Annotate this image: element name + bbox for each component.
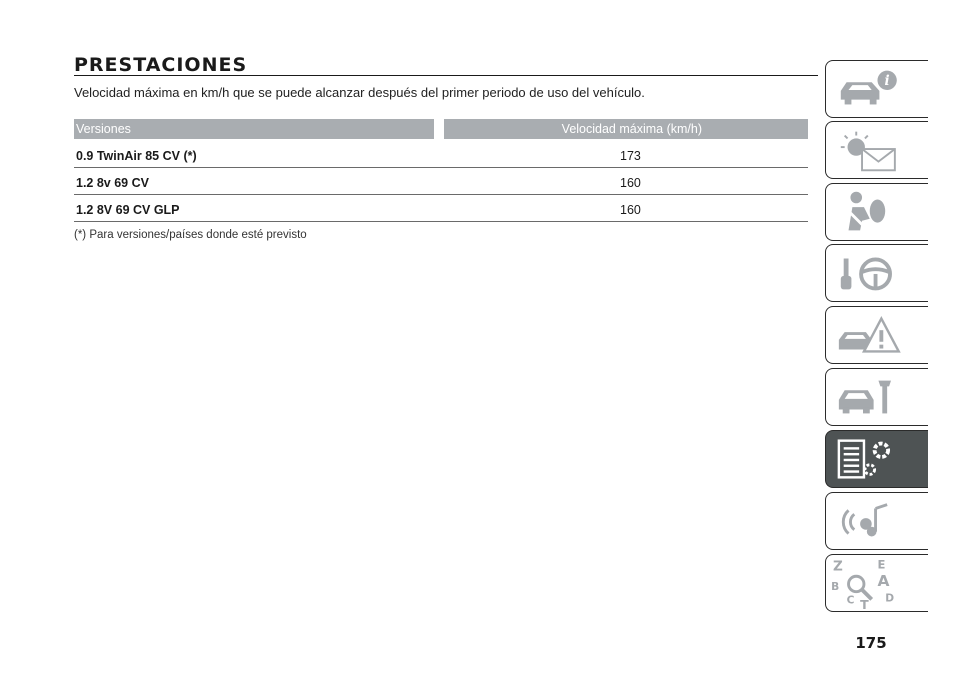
speed-cell: 160 — [620, 176, 641, 190]
car-info-icon — [826, 61, 928, 117]
chapter-tab-maintenance[interactable] — [825, 368, 928, 426]
alphabetical-index-icon — [826, 555, 928, 611]
chapter-tab-car-info[interactable] — [825, 60, 928, 118]
index-letter: T — [860, 597, 869, 611]
index-letter: A — [877, 571, 890, 590]
chapter-tab-index[interactable] — [825, 554, 928, 612]
speed-cell: 160 — [620, 203, 641, 217]
warning-lights-message-icon — [826, 122, 928, 178]
chapter-tab-emergency[interactable] — [825, 306, 928, 364]
speed-cell: 173 — [620, 149, 641, 163]
chapter-tab-safety[interactable] — [825, 183, 928, 241]
technical-data-icon — [826, 431, 928, 487]
table-header-versions: Versiones — [74, 119, 434, 139]
multimedia-icon — [826, 493, 928, 549]
car-tools-icon — [826, 369, 928, 425]
index-letter: D — [885, 591, 895, 605]
version-cell: 1.2 8V 69 CV GLP — [76, 203, 180, 217]
table-header-max-speed: Velocidad máxima (km/h) — [444, 119, 808, 139]
safety-airbag-icon — [826, 184, 928, 240]
emergency-car-icon — [826, 307, 928, 363]
chapter-tab-multimedia[interactable] — [825, 492, 928, 550]
index-letter: E — [877, 557, 886, 572]
index-letter: C — [846, 593, 855, 607]
version-cell: 0.9 TwinAir 85 CV (*) — [76, 149, 197, 163]
chapter-tab-technical-data[interactable] — [825, 430, 928, 488]
chapter-tab-starting-driving[interactable] — [825, 244, 928, 302]
table-row — [74, 168, 808, 195]
chapter-tab-warning-lights[interactable] — [825, 121, 928, 179]
page-title: PRESTACIONES — [74, 54, 248, 76]
index-letter: B — [831, 579, 840, 593]
table-footnote: (*) Para versiones/países donde esté previsto — [74, 229, 307, 241]
intro-text: Velocidad máxima en km/h que se puede alcanzar después del primer periodo de uso del vehículo. — [74, 85, 645, 100]
table-row — [74, 195, 808, 222]
svg-text:i: i — [884, 73, 890, 90]
table-row — [74, 141, 808, 168]
version-cell: 1.2 8v 69 CV — [76, 176, 149, 190]
index-letter: Z — [833, 558, 843, 575]
title-rule — [74, 75, 818, 76]
page-number: 175 — [855, 634, 887, 652]
key-steering-wheel-icon — [826, 245, 928, 301]
